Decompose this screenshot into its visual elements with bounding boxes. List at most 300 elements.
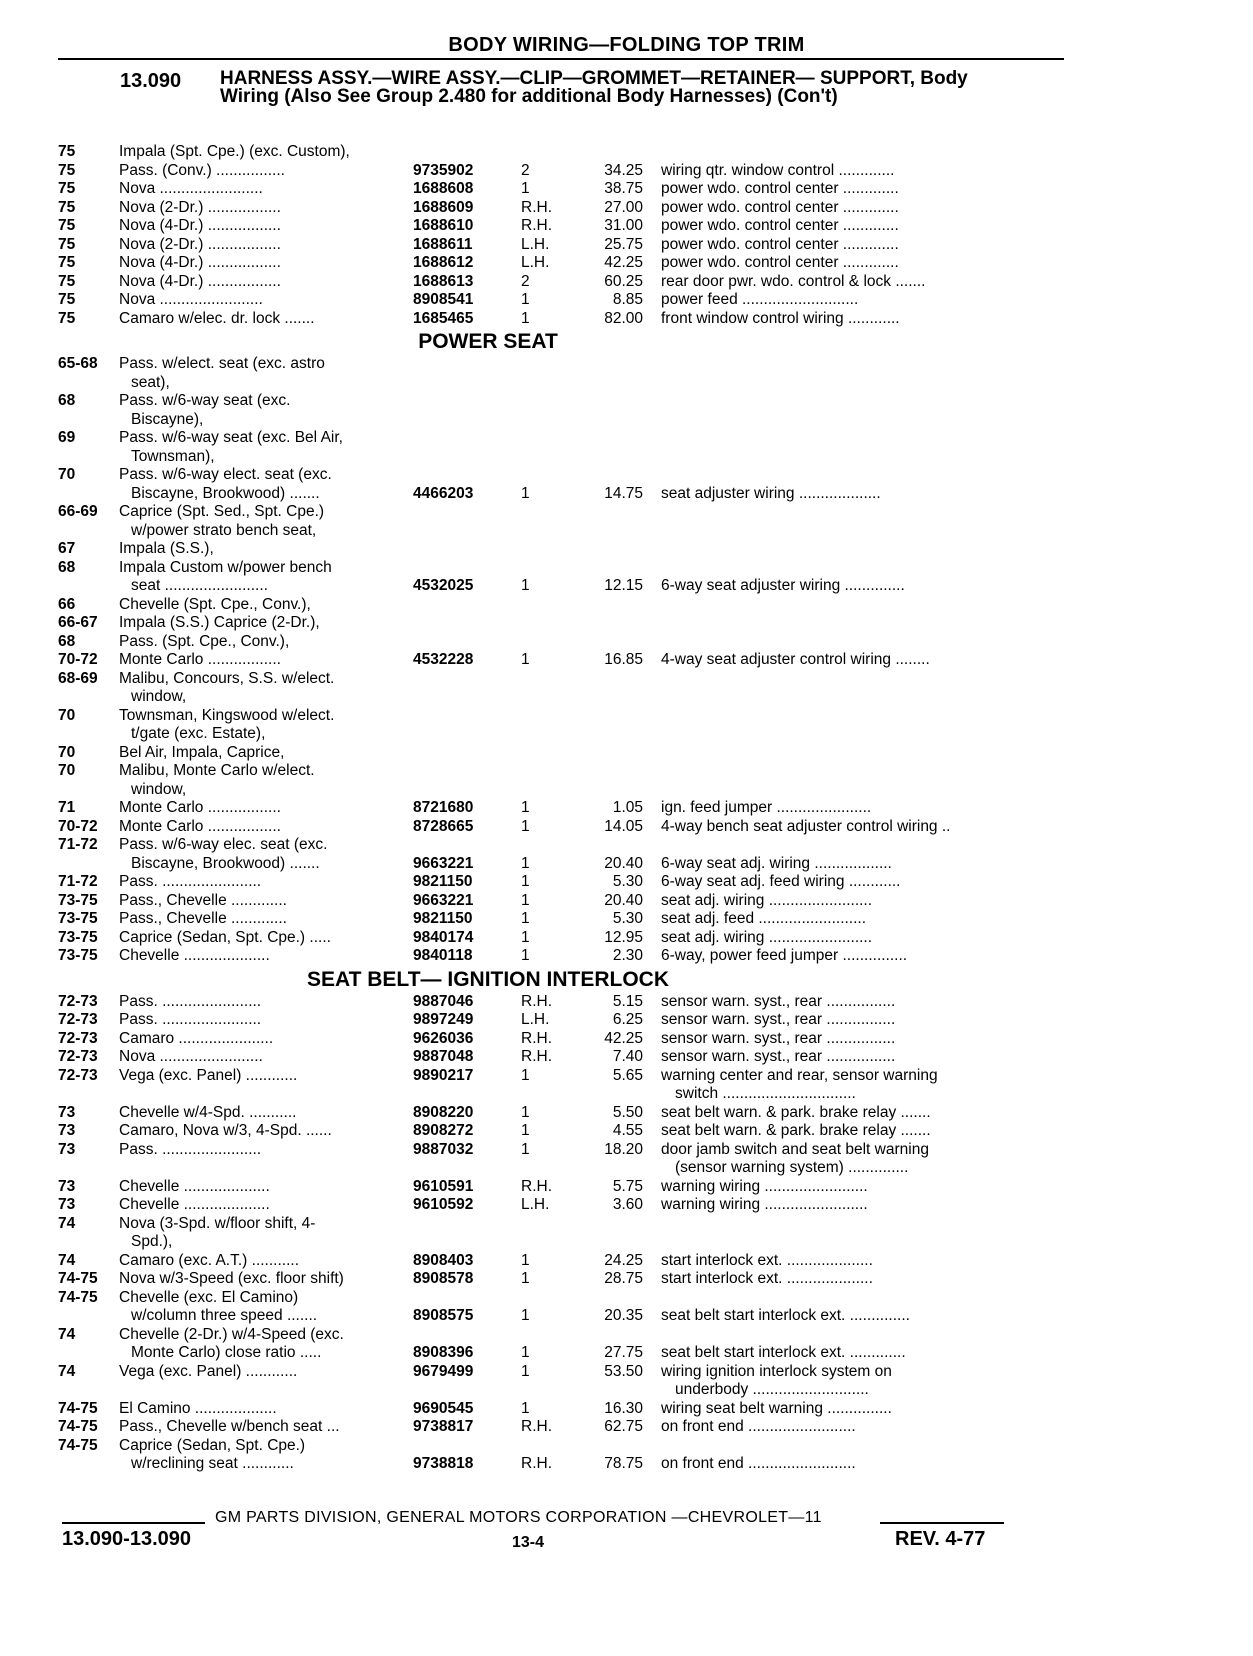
quantity xyxy=(515,522,567,541)
application xyxy=(117,503,407,522)
price xyxy=(567,1048,649,1067)
parts-row xyxy=(58,540,1068,559)
model-year-text: 66-67 xyxy=(58,614,98,631)
application xyxy=(117,1196,407,1215)
application xyxy=(117,836,407,855)
parts-row xyxy=(58,485,1068,504)
part-number xyxy=(407,143,515,162)
application xyxy=(117,236,407,255)
parts-row xyxy=(58,818,1068,837)
part-number-text: 1688608 xyxy=(413,180,474,197)
parts-row xyxy=(58,273,1068,292)
price xyxy=(567,1437,649,1456)
part-number xyxy=(407,392,515,411)
application xyxy=(117,910,407,929)
parts-row xyxy=(58,855,1068,874)
model-year-text: 74 xyxy=(58,1325,76,1343)
part-number xyxy=(407,1048,515,1067)
parts-row xyxy=(58,910,1068,929)
model-year-text: 74 xyxy=(58,1362,76,1380)
application xyxy=(117,273,407,292)
application xyxy=(117,1400,407,1419)
model-year xyxy=(58,310,117,329)
quantity xyxy=(515,929,567,948)
description-text: underbody ........................... xyxy=(675,1381,869,1398)
part-number xyxy=(407,254,515,273)
parts-row xyxy=(58,143,1068,162)
footer-rule-right xyxy=(880,1522,1004,1524)
parts-row xyxy=(58,1067,1068,1086)
description-text: 6-way seat adj. wiring .................. xyxy=(661,854,892,872)
price-text: 42.25 xyxy=(604,254,643,271)
quantity-text: R.H. xyxy=(521,1048,552,1065)
application-text: Nova (2-Dr.) ................. xyxy=(119,235,281,253)
quantity xyxy=(515,855,567,874)
quantity xyxy=(515,1270,567,1289)
application-text: Pass. (Spt. Cpe., Conv.), xyxy=(119,632,290,650)
description-text: power wdo. control center ............. xyxy=(661,254,899,271)
application-text: Monte Carlo) close ratio ..... xyxy=(131,1344,322,1361)
part-number-text: 9679499 xyxy=(413,1362,474,1380)
application xyxy=(117,1381,407,1400)
application-text: t/gate (exc. Estate), xyxy=(131,725,266,742)
part-number xyxy=(407,707,515,726)
application xyxy=(117,448,407,467)
model-year-text: 70 xyxy=(58,466,76,483)
parts-row xyxy=(58,947,1068,966)
application xyxy=(117,596,407,615)
quantity xyxy=(515,993,567,1012)
model-year xyxy=(58,596,117,615)
parts-row xyxy=(58,1011,1068,1030)
model-year-text: 67 xyxy=(58,540,76,557)
application-text: Nova (3-Spd. w/floor shift, 4- xyxy=(119,1214,316,1232)
description xyxy=(649,1067,1015,1086)
price xyxy=(567,217,649,236)
model-year xyxy=(58,633,117,652)
quantity xyxy=(515,355,567,374)
description xyxy=(649,762,1015,781)
model-year-text: 70 xyxy=(58,743,76,761)
part-number-text: 4466203 xyxy=(413,484,474,502)
part-number xyxy=(407,291,515,310)
part-number-text: 8908220 xyxy=(413,1103,474,1121)
model-year xyxy=(58,577,117,596)
description xyxy=(649,651,1015,670)
quantity xyxy=(515,1437,567,1456)
model-year xyxy=(58,392,117,411)
price-text: 16.85 xyxy=(604,651,643,668)
description xyxy=(649,522,1015,541)
price-text: 1.05 xyxy=(612,799,643,816)
model-year xyxy=(58,1400,117,1419)
description xyxy=(649,273,1015,292)
application xyxy=(117,929,407,948)
application xyxy=(117,485,407,504)
description-text: warning wiring ........................ xyxy=(661,1177,868,1195)
part-number xyxy=(407,836,515,855)
model-year xyxy=(58,1233,117,1252)
quantity xyxy=(515,540,567,559)
parts-row xyxy=(58,1400,1068,1419)
application-text: Pass., Chevelle ............. xyxy=(119,891,287,909)
footer-revision: REV. 4-77 xyxy=(895,1528,986,1550)
application xyxy=(117,993,407,1012)
part-number xyxy=(407,1344,515,1363)
model-year xyxy=(58,180,117,199)
price xyxy=(567,1030,649,1049)
quantity xyxy=(515,633,567,652)
description xyxy=(649,1085,1015,1104)
quantity xyxy=(515,392,567,411)
quantity xyxy=(515,818,567,837)
description xyxy=(649,1289,1015,1308)
part-number-text: 4532025 xyxy=(413,577,474,594)
price xyxy=(567,929,649,948)
quantity xyxy=(515,1085,567,1104)
price-text: 14.75 xyxy=(604,484,643,502)
quantity xyxy=(515,1252,567,1271)
quantity xyxy=(515,744,567,763)
price xyxy=(567,273,649,292)
price xyxy=(567,1085,649,1104)
application-text: Bel Air, Impala, Caprice, xyxy=(119,743,285,761)
part-number xyxy=(407,559,515,578)
part-number xyxy=(407,596,515,615)
quantity xyxy=(515,291,567,310)
price-text: 78.75 xyxy=(604,1455,643,1472)
parts-row xyxy=(58,799,1068,818)
description-text: power wdo. control center ............. xyxy=(661,217,899,234)
quantity-text: 2 xyxy=(521,161,530,179)
quantity xyxy=(515,162,567,181)
description-text: seat adj. wiring ........................ xyxy=(661,891,873,909)
price xyxy=(567,1252,649,1271)
quantity-text: L.H. xyxy=(521,1011,550,1028)
description xyxy=(649,725,1015,744)
description-text: seat belt warn. & park. brake relay ....... xyxy=(661,1103,931,1121)
parts-row xyxy=(58,1085,1068,1104)
application xyxy=(117,651,407,670)
parts-row xyxy=(58,1048,1068,1067)
part-number xyxy=(407,273,515,292)
part-number-text: 9610592 xyxy=(413,1196,474,1213)
model-year xyxy=(58,1252,117,1271)
quantity xyxy=(515,670,567,689)
application xyxy=(117,1326,407,1345)
price xyxy=(567,688,649,707)
quantity-text: 1 xyxy=(521,1399,530,1417)
price xyxy=(567,1270,649,1289)
price-text: 53.50 xyxy=(604,1362,643,1380)
part-number xyxy=(407,1381,515,1400)
quantity xyxy=(515,1215,567,1234)
quantity-text: 1 xyxy=(521,1122,530,1139)
model-year xyxy=(58,651,117,670)
model-year-text: 75 xyxy=(58,198,76,216)
description xyxy=(649,670,1015,689)
price xyxy=(567,1196,649,1215)
model-year-text: 75 xyxy=(58,217,76,234)
part-number xyxy=(407,781,515,800)
description-text: sensor warn. syst., rear ................ xyxy=(661,992,896,1010)
model-year xyxy=(58,1104,117,1123)
part-number xyxy=(407,1104,515,1123)
part-number-text: 8908575 xyxy=(413,1307,474,1324)
parts-row xyxy=(58,577,1068,596)
description xyxy=(649,503,1015,522)
price xyxy=(567,596,649,615)
description xyxy=(649,485,1015,504)
model-year xyxy=(58,993,117,1012)
model-year-text: 68 xyxy=(58,632,76,650)
application xyxy=(117,310,407,329)
price xyxy=(567,818,649,837)
quantity xyxy=(515,892,567,911)
quantity xyxy=(515,411,567,430)
description-text: warning wiring ........................ xyxy=(661,1196,868,1213)
price-text: 20.40 xyxy=(604,891,643,909)
application xyxy=(117,254,407,273)
quantity xyxy=(515,485,567,504)
part-number-text: 8908396 xyxy=(413,1344,474,1361)
parts-row xyxy=(58,411,1068,430)
application-text: Pass., Chevelle w/bench seat ... xyxy=(119,1418,340,1435)
application-text: Vega (exc. Panel) ............ xyxy=(119,1066,298,1084)
description xyxy=(649,836,1015,855)
quantity xyxy=(515,374,567,393)
part-number xyxy=(407,670,515,689)
model-year-text: 71 xyxy=(58,799,76,816)
application xyxy=(117,1289,407,1308)
quantity-text: 1 xyxy=(521,1251,530,1269)
description-text: wiring seat belt warning ............... xyxy=(661,1399,892,1417)
description xyxy=(649,180,1015,199)
price-text: 5.30 xyxy=(612,910,643,927)
application-text: Pass., Chevelle ............. xyxy=(119,910,287,927)
application xyxy=(117,522,407,541)
model-year-text: 73-75 xyxy=(58,910,98,927)
part-number-text: 9890217 xyxy=(413,1066,474,1084)
quantity xyxy=(515,236,567,255)
price xyxy=(567,1011,649,1030)
model-year xyxy=(58,670,117,689)
application-text: Biscayne, Brookwood) ....... xyxy=(131,484,320,502)
part-number xyxy=(407,929,515,948)
part-number xyxy=(407,855,515,874)
part-number-text: 1688612 xyxy=(413,254,474,271)
application-text: w/column three speed ....... xyxy=(131,1307,318,1324)
parts-row xyxy=(58,744,1068,763)
description-text: on front end ......................... xyxy=(661,1418,856,1435)
price xyxy=(567,836,649,855)
application-text: Townsman), xyxy=(131,447,215,465)
application-text: Monte Carlo ................. xyxy=(119,799,281,816)
application xyxy=(117,1011,407,1030)
model-year xyxy=(58,1067,117,1086)
application xyxy=(117,291,407,310)
application xyxy=(117,873,407,892)
description-text: seat adj. wiring ........................ xyxy=(661,928,873,946)
description xyxy=(649,540,1015,559)
parts-row xyxy=(58,688,1068,707)
quantity-text: 1 xyxy=(521,1362,530,1380)
model-year xyxy=(58,540,117,559)
description-text: 6-way seat adj. feed wiring ............ xyxy=(661,873,901,890)
price-text: 20.40 xyxy=(604,854,643,872)
model-year xyxy=(58,762,117,781)
part-number xyxy=(407,651,515,670)
part-number xyxy=(407,1326,515,1345)
parts-row xyxy=(58,162,1068,181)
price xyxy=(567,762,649,781)
description xyxy=(649,855,1015,874)
parts-row xyxy=(58,1455,1068,1474)
description-text: wiring qtr. window control ............. xyxy=(661,161,895,179)
part-number-text: 8908578 xyxy=(413,1270,474,1287)
model-year xyxy=(58,1344,117,1363)
description xyxy=(649,1381,1015,1400)
description xyxy=(649,993,1015,1012)
model-year-text: 74-75 xyxy=(58,1288,98,1306)
model-year xyxy=(58,1196,117,1215)
quantity xyxy=(515,503,567,522)
description xyxy=(649,1030,1015,1049)
part-number-text: 8908403 xyxy=(413,1251,474,1269)
price-text: 5.30 xyxy=(612,873,643,890)
quantity xyxy=(515,273,567,292)
model-year xyxy=(58,522,117,541)
parts-row xyxy=(58,392,1068,411)
description xyxy=(649,429,1015,448)
model-year xyxy=(58,466,117,485)
quantity xyxy=(515,199,567,218)
description-text: power wdo. control center ............. xyxy=(661,180,899,197)
quantity xyxy=(515,1363,567,1382)
quantity xyxy=(515,947,567,966)
application-text: Pass. w/elect. seat (exc. astro xyxy=(119,355,325,372)
parts-row xyxy=(58,254,1068,273)
description-text: switch ............................... xyxy=(675,1085,856,1102)
description xyxy=(649,707,1015,726)
application-text: window, xyxy=(131,780,187,798)
price-text: 20.35 xyxy=(604,1307,643,1324)
application-text: seat), xyxy=(131,373,170,391)
parts-row xyxy=(58,707,1068,726)
part-number-text: 9738818 xyxy=(413,1455,474,1472)
price xyxy=(567,781,649,800)
description-text: on front end ......................... xyxy=(661,1455,856,1472)
application-text: Caprice (Spt. Sed., Spt. Cpe.) xyxy=(119,503,325,520)
parts-row xyxy=(58,180,1068,199)
parts-row xyxy=(58,503,1068,522)
model-year-text: 73 xyxy=(58,1177,76,1195)
quantity xyxy=(515,1178,567,1197)
model-year-text: 72-73 xyxy=(58,1029,98,1047)
model-year-text: 73 xyxy=(58,1122,76,1139)
parts-row xyxy=(58,236,1068,255)
model-year xyxy=(58,781,117,800)
part-number-text: 1688613 xyxy=(413,272,474,290)
price-text: 42.25 xyxy=(604,1029,643,1047)
application xyxy=(117,707,407,726)
model-year xyxy=(58,1363,117,1382)
description xyxy=(649,1455,1015,1474)
price xyxy=(567,707,649,726)
application-text: seat ........................ xyxy=(131,577,268,594)
part-number xyxy=(407,633,515,652)
price-text: 2.30 xyxy=(612,947,643,964)
application-text: Chevelle (Spt. Cpe., Conv.), xyxy=(119,595,311,613)
model-year xyxy=(58,873,117,892)
model-year xyxy=(58,1270,117,1289)
parts-row xyxy=(58,1344,1068,1363)
application xyxy=(117,892,407,911)
price xyxy=(567,1141,649,1160)
part-number xyxy=(407,1400,515,1419)
quantity xyxy=(515,1400,567,1419)
quantity-text: R.H. xyxy=(521,992,552,1010)
application-text: Pass. w/6-way elec. seat (exc. xyxy=(119,836,328,853)
description xyxy=(649,1159,1015,1178)
quantity xyxy=(515,180,567,199)
description-text: sensor warn. syst., rear ................ xyxy=(661,1029,896,1047)
model-year-text: 65-68 xyxy=(58,355,98,372)
price xyxy=(567,873,649,892)
description xyxy=(649,596,1015,615)
application-text: Malibu, Concours, S.S. w/elect. xyxy=(119,669,335,687)
price-text: 62.75 xyxy=(604,1418,643,1435)
quantity xyxy=(515,614,567,633)
part-number xyxy=(407,503,515,522)
application xyxy=(117,1030,407,1049)
model-year-text: 69 xyxy=(58,429,76,446)
part-number-text: 4532228 xyxy=(413,651,474,668)
description xyxy=(649,1215,1015,1234)
quantity-text: 1 xyxy=(521,577,530,594)
quantity xyxy=(515,873,567,892)
application xyxy=(117,1085,407,1104)
model-year xyxy=(58,892,117,911)
application xyxy=(117,411,407,430)
application-text: w/power strato bench seat, xyxy=(131,521,317,539)
quantity-text: L.H. xyxy=(521,254,550,271)
part-number xyxy=(407,1363,515,1382)
part-number xyxy=(407,910,515,929)
application-text: Chevelle w/4-Spd. ........... xyxy=(119,1103,297,1121)
quantity xyxy=(515,1196,567,1215)
quantity xyxy=(515,1326,567,1345)
model-year xyxy=(58,1178,117,1197)
application-text: Nova (2-Dr.) ................. xyxy=(119,198,281,216)
price xyxy=(567,1215,649,1234)
price xyxy=(567,1289,649,1308)
description xyxy=(649,1104,1015,1123)
price xyxy=(567,1344,649,1363)
part-number xyxy=(407,1178,515,1197)
application-text: Camaro, Nova w/3, 4-Spd. ...... xyxy=(119,1122,332,1139)
price-text: 5.15 xyxy=(612,992,643,1010)
part-number xyxy=(407,744,515,763)
model-year xyxy=(58,818,117,837)
price xyxy=(567,1307,649,1326)
part-number-text: 9887048 xyxy=(413,1048,474,1065)
description-text: seat adjuster wiring ................... xyxy=(661,484,881,502)
subsection-heading: POWER SEAT xyxy=(418,330,558,353)
part-number xyxy=(407,1233,515,1252)
application xyxy=(117,855,407,874)
quantity xyxy=(515,217,567,236)
